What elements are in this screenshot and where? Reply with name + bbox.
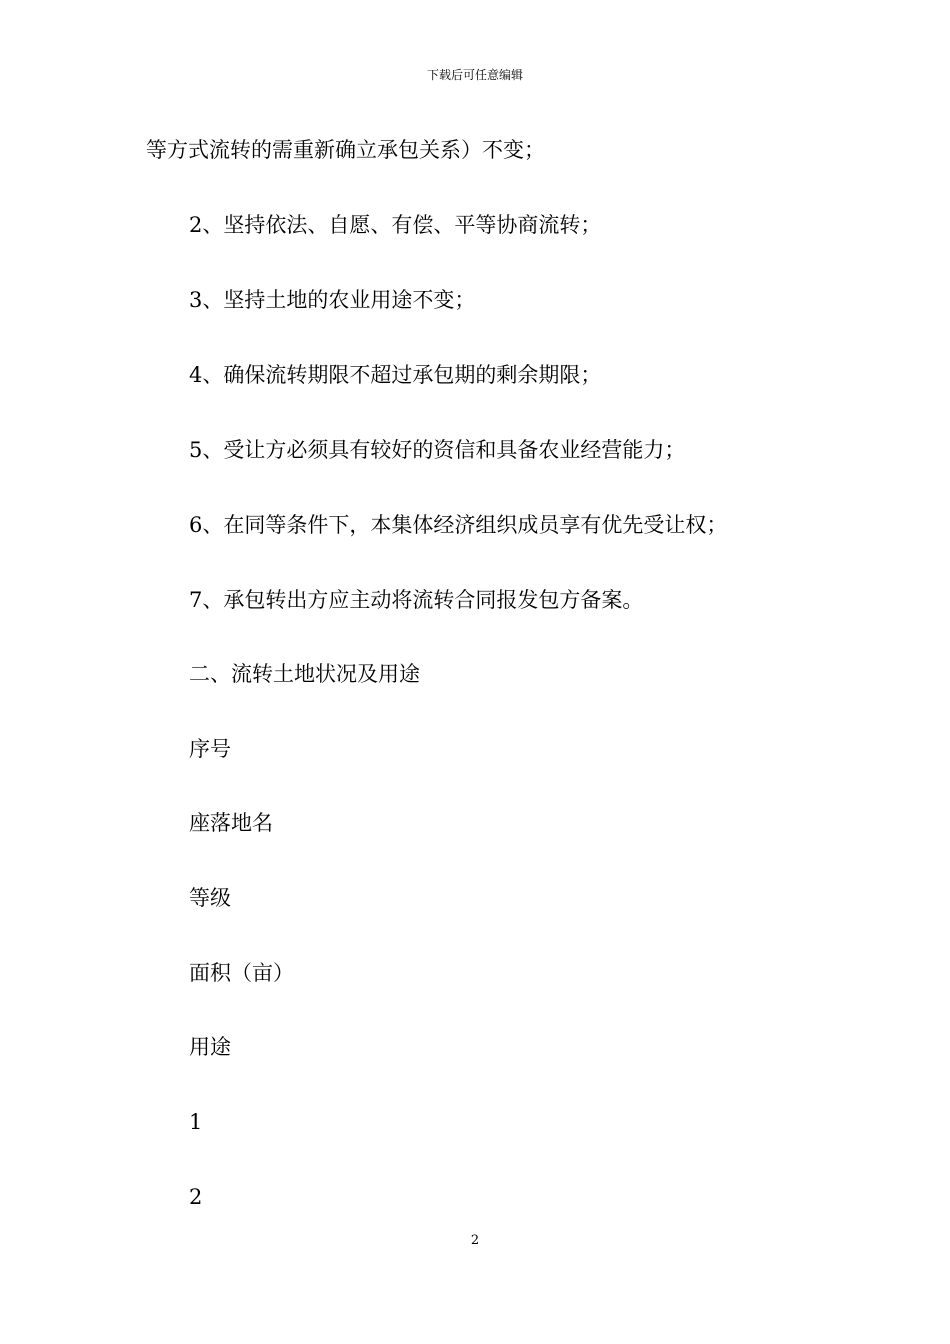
- table-header-grade: 等级: [189, 886, 231, 910]
- table-header-serial: 序号: [189, 737, 231, 761]
- list-item-6: 6、在同等条件下，本集体经济组织成员享有优先受让权；: [189, 513, 728, 537]
- table-header-location: 座落地名: [189, 811, 273, 835]
- page-header: 下载后可任意编辑: [426, 68, 523, 82]
- table-header-area: 面积（亩）: [189, 961, 294, 985]
- table-row-number: 2: [189, 1185, 203, 1209]
- section-heading: 二、流转土地状况及用途: [189, 662, 420, 686]
- body-text-line: 等方式流转的需重新确立承包关系）不变；: [146, 138, 545, 162]
- list-item-4: 4、确保流转期限不超过承包期的剩余期限；: [189, 363, 602, 387]
- table-header-usage: 用途: [189, 1035, 231, 1059]
- page-number: 2: [470, 1233, 480, 1248]
- list-item-3: 3、坚持土地的农业用途不变；: [189, 288, 476, 312]
- list-item-7: 7、承包转出方应主动将流转合同报发包方备案。: [189, 588, 644, 612]
- list-item-2: 2、坚持依法、自愿、有偿、平等协商流转；: [189, 213, 602, 237]
- list-item-5: 5、受让方必须具有较好的资信和具备农业经营能力；: [189, 438, 686, 462]
- table-row-number: 1: [189, 1110, 203, 1134]
